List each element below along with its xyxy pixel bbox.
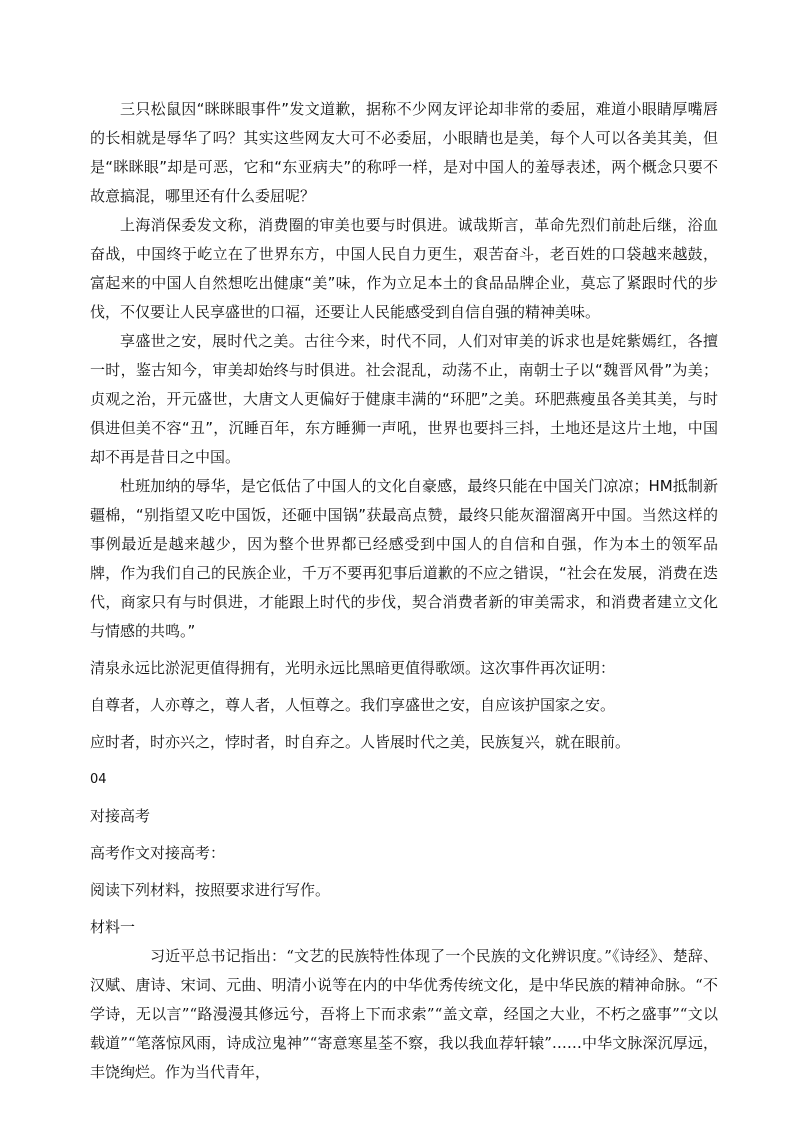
article-body (90, 95, 718, 1087)
conclusion-line-3: 应时者，时亦兴之，悖时者，时自弃之。人皆展时代之美，民族复兴，就在眼前。 (90, 733, 631, 751)
section-title: 对接高考 (90, 807, 151, 825)
paragraph-3: 享盛世之安，展时代之美。古往今来，时代不同，人们对审美的诉求也是姹紫嫣红，各擅一时，鉴古知今，审美却始终与时俱进。社会混乱，动荡不止，南朝士子以“魏晋风骨”为美；贞观之治，开元盛世，大唐文人更偏好于健康丰满的“环肥”之美。环肥燕瘦虽各美其美，与时俱进但美不容“丑”，沉睡百年，东方睡狮一声吼，世界也要抖三抖，土地还是这片土地，中国却不再是昔日之中国。 (90, 332, 718, 466)
writing-instruction: 阅读下列材料，按照要求进行写作。 (90, 881, 331, 899)
section-subtitle: 高考作文对接高考： (90, 844, 226, 862)
section-number: 04 (90, 772, 107, 787)
material-text: 习近平总书记指出：“文艺的民族特性体现了一个民族的文化辨识度。”《诗经》、楚辞、汉赋、唐诗、宋词、元曲、明清小说等在内的中华优秀传统文化，是中华民族的精神命脉。“不学诗，无以言”“路漫漫其修远兮，吾将上下而求索”“盖文章，经国之大业，不朽之盛事”“文以载道”“笔落惊风雨，诗成泣鬼神”“寄意寒星荃不察，我以我血荐轩辕”……中华文脉深沉厚远，丰饶绚烂。作为当代青年， (90, 947, 718, 1081)
material-label: 材料一 (90, 918, 136, 936)
conclusion-line-2: 自尊者，人亦尊之，尊人者，人恒尊之。我们享盛世之安，自应该护国家之安。 (90, 696, 616, 714)
paragraph-4: 杜班加纳的辱华，是它低估了中国人的文化自豪感，最终只能在中国关门凉凉；HM抵制新疆棉，“别指望又吃中国饭，还砸中国锅”获最高点赞，最终只能灰溜溜离开中国。当然这样的事例最近是越来越少，因为整个世界都已经感受到中国人的自信和自强，作为本土的领军品牌，作为我们自己的民族企业，千万不要再犯事后道歉的不应之错误，“社会在发展，消费在迭代，商家只有与时俱进，才能跟上时代的步伐，契合消费者新的审美需求，和消费者建立文化与情感的共鸣。” (90, 477, 718, 640)
paragraph-1: 三只松鼠因“眯眯眼事件”发文道歉，据称不少网友评论却非常的委屈，难道小眼睛厚嘴唇的长相就是辱华了吗？其实这些网友大可不必委屈，小眼睛也是美，每个人可以各美其美，但是“眯眯眼”却是可恶，它和“东亚病夫”的称呼一样，是对中国人的羞辱表述，两个概念只要不故意搞混，哪里还有什么委屈呢？ (90, 100, 718, 205)
paragraph-2: 上海消保委发文称，消费圈的审美也要与时俱进。诚哉斯言，革命先烈们前赴后继，浴血奋战，中国终于屹立在了世界东方，中国人民自力更生，艰苦奋斗，老百姓的口袋越来越鼓，富起来的中国人自然想吃出健康“美”味，作为立足本土的食品品牌企业，莫忘了紧跟时代的步伐，不仅要让人民享盛世的口福，还要让人民能感受到自信自强的精神美味。 (90, 216, 718, 321)
conclusion-line-1: 清泉永远比淤泥更值得拥有，光明永远比黑暗更值得歌颂。这次事件再次证明： (90, 659, 616, 677)
